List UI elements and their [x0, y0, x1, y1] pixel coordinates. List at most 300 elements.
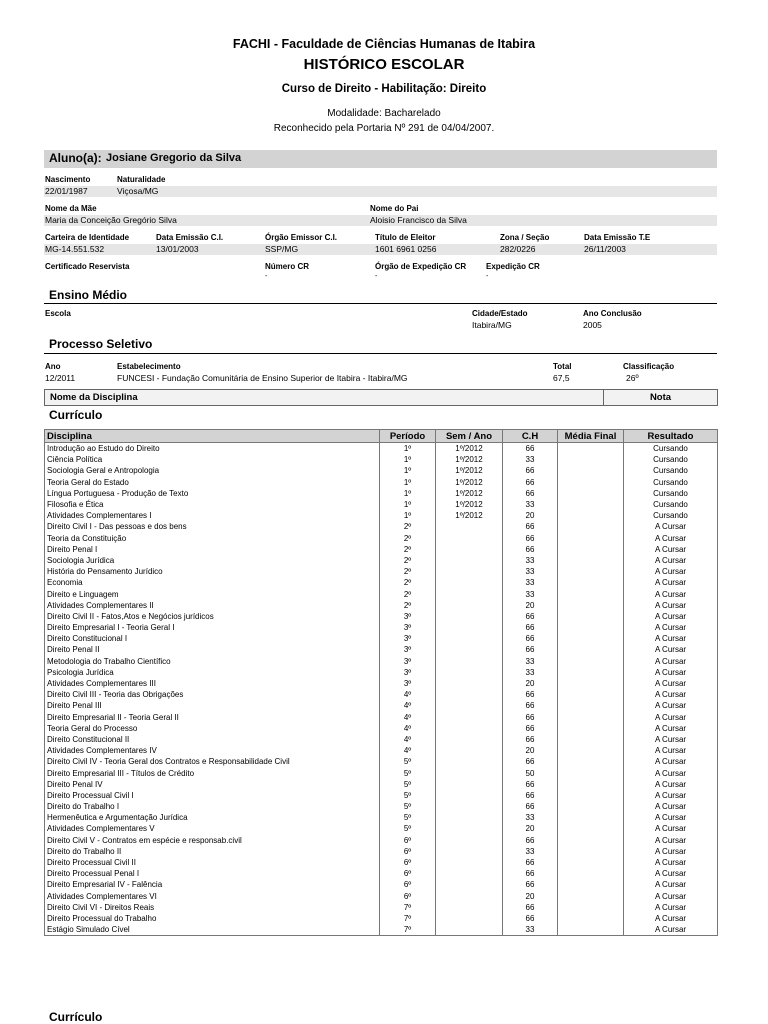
cell-period: 1º [380, 499, 436, 510]
cell-result: A Cursar [624, 577, 718, 588]
table-row [45, 812, 718, 823]
cell-discipline: Sociologia Jurídica [45, 555, 380, 566]
table-row [45, 544, 718, 555]
table-row [45, 756, 718, 767]
cell-period: 1º [380, 510, 436, 521]
cr-org: - [375, 273, 378, 280]
table-row [45, 712, 718, 723]
cell-hours: 66 [503, 689, 558, 700]
cell-result: A Cursar [624, 555, 718, 566]
cell-result: A Cursar [624, 846, 718, 857]
table-row [45, 835, 718, 846]
cell-period: 3º [380, 644, 436, 655]
cell-discipline: Teoria Geral do Estado [45, 477, 380, 488]
cell-final-grade [558, 868, 624, 879]
cell-period: 5º [380, 756, 436, 767]
cell-final-grade [558, 488, 624, 499]
cell-discipline: Atividades Complementares IV [45, 745, 380, 756]
cell-discipline: Direito Empresarial IV - Falência [45, 879, 380, 890]
cell-period: 6º [380, 891, 436, 902]
cell-period: 5º [380, 812, 436, 823]
voter-number: 1601 6961 0256 [375, 244, 437, 254]
cell-result: A Cursar [624, 790, 718, 801]
cell-period: 4º [380, 723, 436, 734]
cr-number: - [265, 273, 268, 280]
cell-hours: 66 [503, 633, 558, 644]
cell-final-grade [558, 801, 624, 812]
cell-hours: 20 [503, 678, 558, 689]
high-school-rule [44, 303, 717, 304]
student-name: Josiane Gregorio da Silva [106, 152, 242, 164]
cell-final-grade [558, 779, 624, 790]
cell-semester [436, 779, 503, 790]
cell-discipline: Língua Portuguesa - Produção de Texto [45, 488, 380, 499]
cell-discipline: Direito Constitucional II [45, 734, 380, 745]
cell-period: 2º [380, 588, 436, 599]
cell-result: A Cursar [624, 712, 718, 723]
cell-hours: 33 [503, 588, 558, 599]
cell-semester [436, 712, 503, 723]
cell-semester [436, 879, 503, 890]
cell-result: Cursando [624, 465, 718, 476]
cell-result: A Cursar [624, 611, 718, 622]
cell-period: 6º [380, 846, 436, 857]
table-row [45, 566, 718, 577]
cell-period: 2º [380, 566, 436, 577]
cell-result: A Cursar [624, 767, 718, 778]
curriculum-header-row [45, 430, 718, 443]
zone: 282/0226 [500, 244, 536, 254]
cell-period: 7º [380, 924, 436, 936]
cell-hours: 66 [503, 488, 558, 499]
cell-final-grade [558, 756, 624, 767]
cell-hours: 66 [503, 756, 558, 767]
cell-semester [436, 577, 503, 588]
cell-final-grade [558, 510, 624, 521]
cell-discipline: Direito e Linguagem [45, 588, 380, 599]
cell-hours: 66 [503, 879, 558, 890]
cell-semester [436, 667, 503, 678]
cell-semester [436, 801, 503, 812]
table-row [45, 779, 718, 790]
cell-period: 4º [380, 689, 436, 700]
selection-year-label: Ano [45, 362, 61, 371]
cell-hours: 66 [503, 465, 558, 476]
cell-result: Cursando [624, 488, 718, 499]
cell-period: 6º [380, 868, 436, 879]
course-name: Curso de Direito - Habilitação: Direito [281, 83, 487, 95]
cell-hours: 66 [503, 857, 558, 868]
cell-semester [436, 521, 503, 532]
cell-discipline: Economia [45, 577, 380, 588]
cell-final-grade [558, 521, 624, 532]
cell-semester [436, 891, 503, 902]
cell-result: A Cursar [624, 656, 718, 667]
table-row [45, 823, 718, 834]
cell-discipline: Direito Empresarial III - Títulos de Crédito [45, 767, 380, 778]
cell-semester [436, 678, 503, 689]
cell-result: A Cursar [624, 913, 718, 924]
cell-period: 1º [380, 443, 436, 455]
establishment: FUNCESI - Fundação Comunitária de Ensino Superior de Itabira - Itabira/MG [117, 373, 408, 383]
te-date-label: Data Emissão T.E [584, 233, 651, 242]
table-row [45, 868, 718, 879]
origin: Viçosa/MG [117, 186, 159, 196]
cell-period: 4º [380, 700, 436, 711]
recognition: Reconhecido pela Portaria Nº 291 de 04/04/2007. [273, 123, 495, 134]
cell-period: 1º [380, 465, 436, 476]
table-row [45, 689, 718, 700]
cell-result: A Cursar [624, 868, 718, 879]
cell-period: 6º [380, 857, 436, 868]
cell-result: A Cursar [624, 902, 718, 913]
cell-period: 1º [380, 454, 436, 465]
cell-final-grade [558, 499, 624, 510]
mother-label: Nome da Mãe [45, 204, 97, 213]
cell-result: A Cursar [624, 667, 718, 678]
cell-semester [436, 913, 503, 924]
cell-hours: 66 [503, 544, 558, 555]
cell-semester [436, 633, 503, 644]
table-row [45, 611, 718, 622]
cell-hours: 20 [503, 510, 558, 521]
cell-final-grade [558, 588, 624, 599]
cell-hours: 66 [503, 521, 558, 532]
cell-semester [436, 868, 503, 879]
cell-hours: 20 [503, 823, 558, 834]
cell-discipline: Teoria Geral do Processo [45, 723, 380, 734]
cell-hours: 66 [503, 477, 558, 488]
cell-period: 5º [380, 767, 436, 778]
cr-label: Número CR [265, 262, 310, 271]
cell-discipline: Direito Empresarial I - Teoria Geral I [45, 622, 380, 633]
table-row [45, 555, 718, 566]
grade-header: Nota [603, 389, 718, 406]
table-row [45, 767, 718, 778]
cell-discipline: Hermenêutica e Argumentação Jurídica [45, 812, 380, 823]
cell-final-grade [558, 667, 624, 678]
table-row [45, 656, 718, 667]
cell-period: 2º [380, 544, 436, 555]
cell-result: A Cursar [624, 812, 718, 823]
cell-hours: 33 [503, 454, 558, 465]
cell-result: A Cursar [624, 823, 718, 834]
table-row [45, 913, 718, 924]
cell-final-grade [558, 835, 624, 846]
cell-final-grade [558, 644, 624, 655]
cell-final-grade [558, 767, 624, 778]
reservist-label: Certificado Reservista [45, 262, 130, 271]
cell-final-grade [558, 700, 624, 711]
cr-exp-label: Expedição CR [486, 262, 540, 271]
cell-hours: 20 [503, 600, 558, 611]
cell-result: Cursando [624, 454, 718, 465]
table-row [45, 633, 718, 644]
cell-final-grade [558, 913, 624, 924]
cell-discipline: Atividades Complementares I [45, 510, 380, 521]
col-period: Período [380, 430, 436, 443]
cell-final-grade [558, 891, 624, 902]
cell-semester [436, 544, 503, 555]
cell-result: Cursando [624, 499, 718, 510]
cell-final-grade [558, 879, 624, 890]
cell-discipline: História do Pensamento Jurídico [45, 566, 380, 577]
cell-period: 1º [380, 488, 436, 499]
cell-final-grade [558, 600, 624, 611]
cell-final-grade [558, 846, 624, 857]
cell-final-grade [558, 633, 624, 644]
table-row [45, 488, 718, 499]
cell-result: A Cursar [624, 756, 718, 767]
cell-period: 2º [380, 521, 436, 532]
cell-semester: 1º/2012 [436, 454, 503, 465]
cell-hours: 33 [503, 924, 558, 936]
establishment-label: Estabelecimento [117, 362, 181, 371]
total-label: Total [553, 362, 572, 371]
cell-semester [436, 835, 503, 846]
cell-period: 5º [380, 779, 436, 790]
cell-final-grade [558, 477, 624, 488]
cell-period: 3º [380, 611, 436, 622]
father-name: Aloisio Francisco da Silva [370, 215, 467, 225]
cell-discipline: Sociologia Geral e Antropologia [45, 465, 380, 476]
col-hours: C.H [503, 430, 558, 443]
discipline-name-header: Nome da Disciplina [44, 389, 608, 406]
cell-discipline: Atividades Complementares III [45, 678, 380, 689]
selection-total: 67,5 [553, 373, 570, 383]
cell-final-grade [558, 611, 624, 622]
cell-semester [436, 846, 503, 857]
cell-hours: 66 [503, 644, 558, 655]
classification: 26º [626, 373, 639, 383]
table-row [45, 499, 718, 510]
cell-final-grade [558, 533, 624, 544]
cell-semester: 1º/2012 [436, 443, 503, 455]
cell-period: 5º [380, 801, 436, 812]
curriculum-footer-title: Currículo [49, 1010, 103, 1024]
cell-final-grade [558, 924, 624, 936]
cell-final-grade [558, 712, 624, 723]
cell-semester [436, 924, 503, 936]
cell-hours: 66 [503, 734, 558, 745]
voter-label: Título de Eleitor [375, 233, 436, 242]
table-row [45, 667, 718, 678]
cell-hours: 66 [503, 700, 558, 711]
cell-period: 5º [380, 790, 436, 801]
cell-semester [436, 533, 503, 544]
cell-hours: 33 [503, 555, 558, 566]
cell-period: 3º [380, 622, 436, 633]
city-label: Cidade/Estado [472, 309, 528, 318]
cell-semester: 1º/2012 [436, 465, 503, 476]
cell-final-grade [558, 544, 624, 555]
cell-final-grade [558, 689, 624, 700]
cell-final-grade [558, 555, 624, 566]
birth-label: Nascimento [45, 175, 91, 184]
cell-discipline: Direito Penal I [45, 544, 380, 555]
cell-hours: 66 [503, 801, 558, 812]
conclusion-year: 2005 [583, 320, 602, 330]
cell-result: A Cursar [624, 924, 718, 936]
cell-period: 7º [380, 902, 436, 913]
id-label: Carteira de Identidade [45, 233, 130, 242]
cell-period: 7º [380, 913, 436, 924]
cell-hours: 20 [503, 891, 558, 902]
table-row [45, 465, 718, 476]
cell-final-grade [558, 734, 624, 745]
table-row [45, 533, 718, 544]
table-row [45, 521, 718, 532]
cell-final-grade [558, 443, 624, 455]
cell-semester [436, 756, 503, 767]
cell-discipline: Introdução ao Estudo do Direito [45, 443, 380, 455]
school-label: Escola [45, 309, 71, 318]
selection-title: Processo Seletivo [49, 337, 153, 351]
cell-hours: 66 [503, 622, 558, 633]
cell-result: A Cursar [624, 600, 718, 611]
cell-final-grade [558, 745, 624, 756]
cell-result: A Cursar [624, 533, 718, 544]
cell-result: A Cursar [624, 801, 718, 812]
id-org-label: Órgão Emissor C.I. [265, 233, 338, 242]
table-row [45, 723, 718, 734]
cell-period: 2º [380, 600, 436, 611]
id-number: MG-14.551.532 [45, 244, 105, 254]
city: Itabira/MG [472, 320, 512, 330]
cell-semester [436, 644, 503, 655]
cell-final-grade [558, 465, 624, 476]
table-row [45, 678, 718, 689]
modality: Modalidade: Bacharelado [327, 108, 441, 119]
table-row [45, 790, 718, 801]
cell-discipline: Direito Civil V - Contratos em espécie e responsab.civil [45, 835, 380, 846]
cell-semester [436, 700, 503, 711]
cell-hours: 66 [503, 835, 558, 846]
table-row [45, 857, 718, 868]
cell-semester [436, 588, 503, 599]
cell-semester [436, 734, 503, 745]
mother-name: Maria da Conceição Gregório Silva [45, 215, 177, 225]
cell-discipline: Atividades Complementares II [45, 600, 380, 611]
cell-hours: 66 [503, 723, 558, 734]
cell-hours: 50 [503, 767, 558, 778]
cell-semester [436, 767, 503, 778]
cell-discipline: Direito Processual Civil II [45, 857, 380, 868]
cell-discipline: Direito Processual do Trabalho [45, 913, 380, 924]
cell-final-grade [558, 656, 624, 667]
cell-period: 3º [380, 667, 436, 678]
cell-discipline: Direito Civil IV - Teoria Geral dos Contratos e Responsabilidade Civil [45, 756, 380, 767]
table-row [45, 902, 718, 913]
cell-discipline: Direito Penal IV [45, 779, 380, 790]
cell-semester [436, 723, 503, 734]
cell-period: 1º [380, 477, 436, 488]
cell-hours: 33 [503, 846, 558, 857]
cell-final-grade [558, 857, 624, 868]
table-row [45, 443, 718, 455]
cell-discipline: Direito Processual Civil I [45, 790, 380, 801]
classification-label: Classificação [623, 362, 675, 371]
cell-result: A Cursar [624, 678, 718, 689]
table-row [45, 454, 718, 465]
cell-discipline: Direito Penal II [45, 644, 380, 655]
cell-period: 2º [380, 555, 436, 566]
table-row [45, 700, 718, 711]
curriculum-title: Currículo [49, 408, 103, 422]
table-row [45, 588, 718, 599]
cell-semester [436, 611, 503, 622]
col-result: Resultado [624, 430, 718, 443]
cell-semester [436, 823, 503, 834]
table-row [45, 801, 718, 812]
conclusion-year-label: Ano Conclusão [583, 309, 642, 318]
cr-org-label: Órgão de Expedição CR [375, 262, 467, 271]
cell-discipline: Direito Constitucional I [45, 633, 380, 644]
cell-final-grade [558, 812, 624, 823]
cell-hours: 66 [503, 868, 558, 879]
selection-year: 12/2011 [45, 373, 76, 383]
cell-period: 2º [380, 533, 436, 544]
cell-result: A Cursar [624, 700, 718, 711]
cell-result: A Cursar [624, 544, 718, 555]
cr-exp: - [486, 273, 489, 280]
id-date: 13/01/2003 [156, 244, 199, 254]
cell-period: 4º [380, 712, 436, 723]
cell-semester [436, 622, 503, 633]
cell-result: A Cursar [624, 644, 718, 655]
cell-result: A Cursar [624, 588, 718, 599]
col-discipline: Disciplina [45, 430, 380, 443]
cell-hours: 33 [503, 566, 558, 577]
table-row [45, 924, 718, 936]
institution-name: FACHI - Faculdade de Ciências Humanas de Itabira [232, 37, 536, 51]
id-date-label: Data Emissão C.I. [156, 233, 224, 242]
cell-discipline: Estágio Simulado Cível [45, 924, 380, 936]
cell-period: 6º [380, 835, 436, 846]
cell-discipline: Direito Civil I - Das pessoas e dos bens [45, 521, 380, 532]
cell-result: A Cursar [624, 745, 718, 756]
table-row [45, 510, 718, 521]
zone-label: Zona / Seção [500, 233, 550, 242]
cell-hours: 33 [503, 812, 558, 823]
table-row [45, 477, 718, 488]
table-row [45, 879, 718, 890]
cell-semester [436, 790, 503, 801]
cell-discipline: Direito Empresarial II - Teoria Geral II [45, 712, 380, 723]
table-row [45, 745, 718, 756]
cell-period: 4º [380, 734, 436, 745]
cell-discipline: Metodologia do Trabalho Científico [45, 656, 380, 667]
cell-final-grade [558, 790, 624, 801]
cell-discipline: Direito Civil VI - Direitos Reais [45, 902, 380, 913]
cell-hours: 66 [503, 913, 558, 924]
origin-label: Naturalidade [117, 175, 166, 184]
cell-hours: 66 [503, 443, 558, 455]
cell-discipline: Atividades Complementares VI [45, 891, 380, 902]
cell-semester [436, 689, 503, 700]
cell-discipline: Psicologia Jurídica [45, 667, 380, 678]
cell-final-grade [558, 622, 624, 633]
col-final-grade: Média Final [558, 430, 624, 443]
cell-hours: 66 [503, 533, 558, 544]
cell-period: 2º [380, 577, 436, 588]
cell-period: 3º [380, 656, 436, 667]
cell-hours: 66 [503, 790, 558, 801]
cell-hours: 33 [503, 656, 558, 667]
birth-date: 22/01/1987 [45, 186, 88, 196]
cell-final-grade [558, 454, 624, 465]
cell-result: A Cursar [624, 521, 718, 532]
